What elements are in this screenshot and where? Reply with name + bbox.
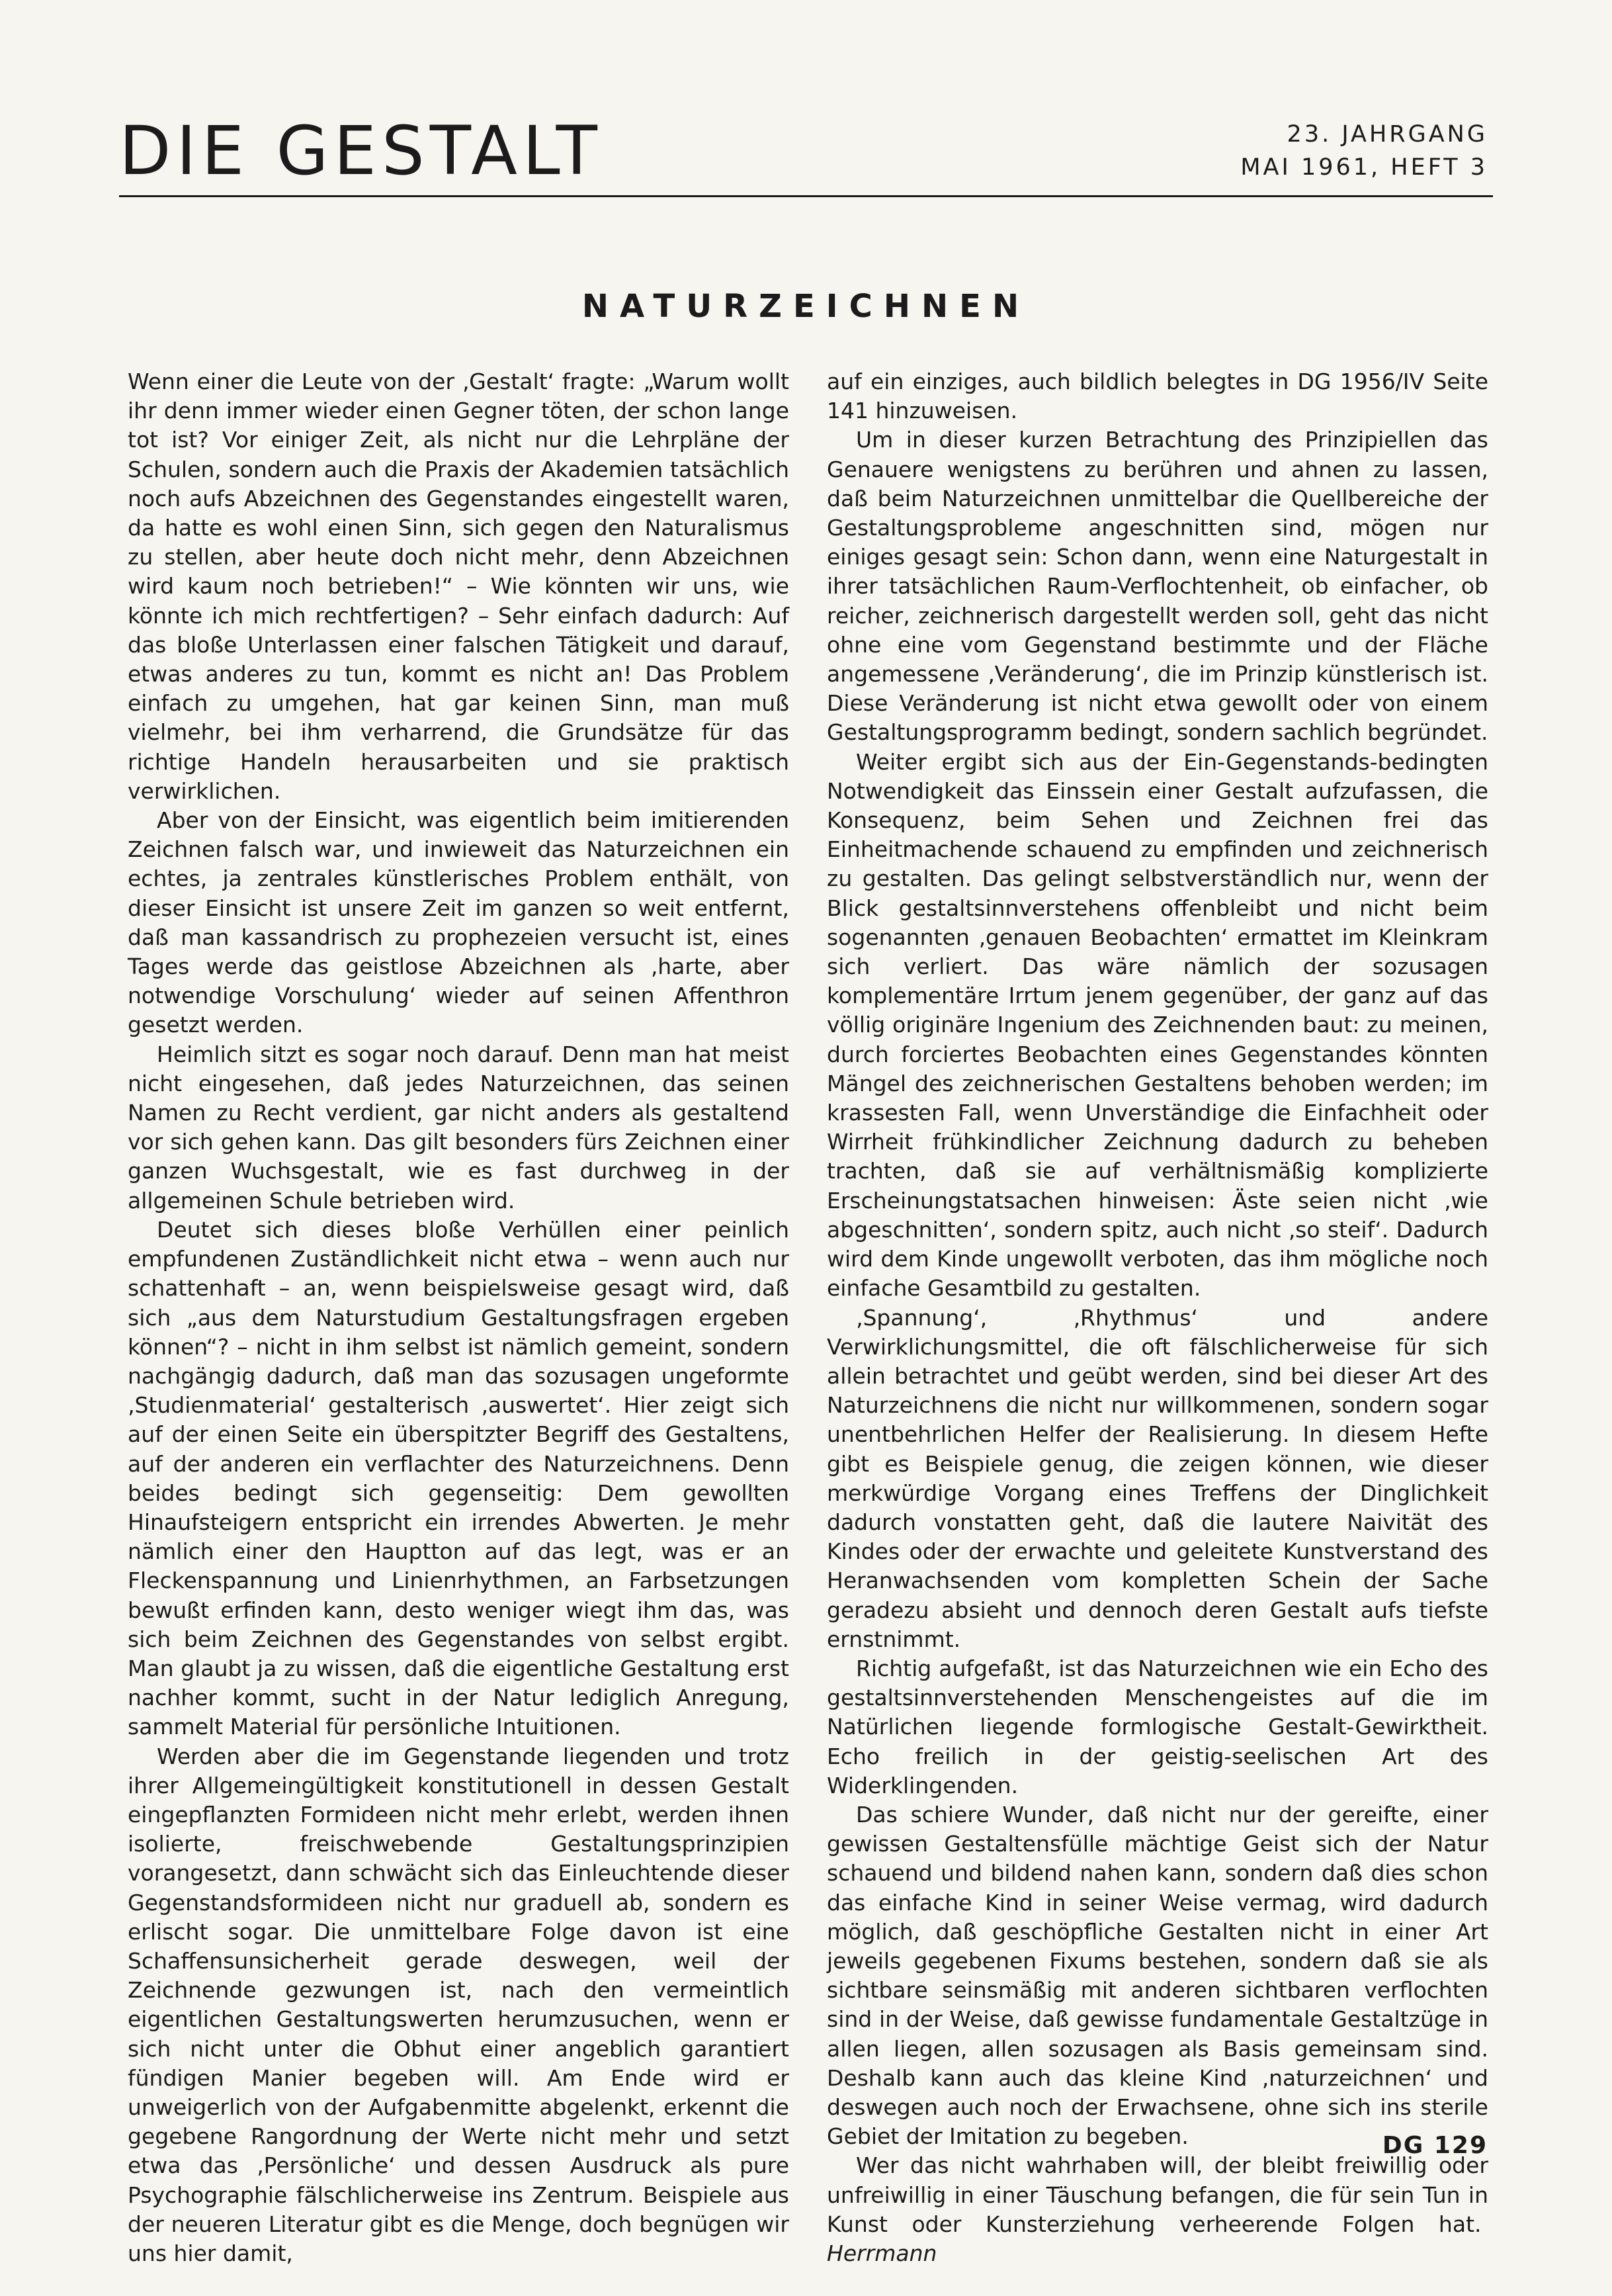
article-column-right [827,367,1488,2268]
issue-info [1240,118,1488,184]
author-signature: Herrmann [827,2240,937,2266]
magazine-title: DIE GESTALT [119,112,603,191]
paragraph: Um in dieser kurzen Betrachtung des Prinzipiellen das Genauere wenigstens zu berühren und ahnen zu lassen, daß beim Naturzeichnen unmittelbar die Quellbereiche der Gestaltungsprobleme angeschnitten sind, mögen nur einiges gesagt sein: Schon dann, wenn eine Naturgestalt in ihrer tatsächlichen Raum-Verflochtenheit, ob einfacher, ob reicher, zeichnerisch dargestellt werden soll, geht das nicht ohne eine vom Gegenstand bestimmte und der Fläche angemessene ‚Veränderung‘, die im Prinzip künstlerisch ist. Diese Veränderung ist nicht etwa gewollt oder von einem Gestaltungsprogramm bedingt, sondern sachlich begründet. [827,427,1488,746]
article-column-left [128,367,789,2268]
paragraph: Weiter ergibt sich aus der Ein-Gegenstands-bedingten Notwendigkeit das Einssein einer Gestalt aufzufassen, die Konsequenz, beim Sehen und Zeichnen frei das Einheitmachende schauend zu empfinden und zeichnerisch zu gestalten. Das gelingt selbstverständlich nur, wenn der Blick gestaltsinnverstehens offenbleibt und nicht beim sogenannten ‚genauen Beobachten‘ ermattet im Kleinkram sich verliert. Das wäre nämlich der sozusagen komplementäre Irrtum jenem gegenüber, der ganz auf das völlig originäre Ingenium des Zeichnenden baut: zu meinen, durch forciertes Beobachten eines Gegenstandes könnten Mängel des zeichnerischen Gestaltens behoben werden; im krassesten Fall, wenn Unverständige die Einfachheit oder Wirrheit frühkindlicher Zeichnung dadurch zu beheben trachten, daß sie auf verhältnismäßig komplizierte Erscheinungstatsachen hinweisen: Äste seien nicht ‚wie abgeschnitten‘, sondern spitz, auch nicht ‚so steif‘. Dadurch wird dem Kinde ungewollt verboten, das ihm mögliche noch einfache Gesamtbild zu gestalten. [827,748,1488,1302]
paragraph: Das schiere Wunder, daß nicht nur der gereifte, einer gewissen Gestaltensfülle mächtige Geist sich der Natur schauend und bildend nahen kann, sondern daß dies schon das einfache Kind in seiner Weise vermag, wird dadurch möglich, daß geschöpfliche Gestalten nicht in einer Art jeweils gegebenen Fixums bestehen, sondern daß sie als sichtbare seinsmäßig mit anderen sichtbaren verflochten sind in der Weise, daß gewisse fundamentale Gestaltzüge in allen liegen, allen sozusagen als Basis gemeinsam sind. Deshalb kann auch das kleine Kind ‚naturzeichnen‘ und deswegen auch noch der Erwachsene, ohne sich ins sterile Gebiet der Imitation zu begeben. [827,1801,1488,2150]
paragraph: Aber von der Einsicht, was eigentlich beim imitierenden Zeichnen falsch war, und inwieweit das Naturzeichnen ein echtes, ja zentrales künstlerisches Problem enthält, von dieser Einsicht ist unsere Zeit im ganzen so weit entfernt, daß man kassandrisch zu prophezeien versucht ist, eines Tages werde das geistlose Abzeichnen als ‚harte, aber notwendige Vorschulung‘ wieder auf seinen Affenthron gesetzt werden. [128,807,789,1038]
issue-date: MAI 1961, HEFT 3 [1240,154,1488,181]
masthead-rule [119,195,1493,197]
paragraph: Richtig aufgefaßt, ist das Naturzeichnen wie ein Echo des gestaltsinnverstehenden Menschengeistes auf die im Natürlichen liegende formlogische Gestalt-Gewirktheit. Echo freilich in der geistig-seelischen Art des Widerklingenden. [827,1655,1488,1798]
final-paragraph [827,2151,1488,2268]
paragraph: Heimlich sitzt es sogar noch darauf. Denn man hat meist nicht eingesehen, daß jedes Naturzeichnen, das seinen Namen zu Recht verdient, gar nicht anders als gestaltend vor sich gehen kann. Das gilt besonders fürs Zeichnen einer ganzen Wuchsgestalt, wie es fast durchweg in der allgemeinen Schule betrieben wird. [128,1041,789,1214]
page-number: DG 129 [1382,2132,1488,2159]
paragraph: Deutet sich dieses bloße Verhüllen einer peinlich empfundenen Zuständlichkeit nicht etwa – wenn auch nur schattenhaft – an, wenn beispielsweise gesagt wird, daß sich „aus dem Naturstudium Gestaltungsfragen ergeben können“? – nicht in ihm selbst ist nämlich gemeint, sondern nachgängig dadurch, daß man das sozusagen ungeformte ‚Studienmaterial‘ gestalterisch ‚auswertet‘. Hier zeigt sich auf der einen Seite ein überspitzter Begriff des Gestaltens, auf der anderen ein verflachter des Naturzeichnens. Denn beides bedingt sich gegenseitig: Dem gewollten Hinaufsteigern entspricht ein irrendes Abwerten. Je mehr nämlich einer den Hauptton auf das legt, was er an Fleckenspannung und Linienrhythmen, an Farbsetzungen bewußt erfinden kann, desto weniger wiegt ihm das, was sich beim Zeichnen des Gegenstandes von selbst ergibt. Man glaubt ja zu wissen, daß die eigentliche Gestaltung erst nachher kommt, sucht in der Natur lediglich Anregung, sammelt Material für persönliche Intuitionen. [128,1216,789,1740]
issue-volume: 23. JAHRGANG [1287,121,1488,148]
article-headline: NATURZEICHNEN [581,288,1031,325]
paragraph-text: Wer das nicht wahrhaben will, der bleibt freiwillig oder unfreiwillig in einer Täuschung befangen, die für sein Tun in Kunst oder Kunsterziehung verheerende Folgen hat. [827,2152,1488,2237]
paragraph: Wenn einer die Leute von der ‚Gestalt‘ fragte: „Warum wollt ihr denn immer wieder einen Gegner töten, der schon lange tot ist? Vor einiger Zeit, als nicht nur die Lehrpläne der Schulen, sondern auch die Praxis der Akademien tatsächlich noch aufs Abzeichnen des Gegenstandes eingestellt waren, da hatte es wohl einen Sinn, sich gegen den Naturalismus zu stellen, aber heute doch nicht mehr, denn Abzeichnen wird kaum noch betrieben!“ – Wie könnten wir uns, wie könnte ich mich rechtfertigen? – Sehr einfach dadurch: Auf das bloße Unterlassen einer falschen Tätigkeit und darauf, etwas anderes zu tun, kommt es nicht an! Das Problem einfach zu umgehen, hat gar keinen Sinn, man muß vielmehr, bei ihm verharrend, die Grundsätze für das richtige Handeln herausarbeiten und sie praktisch verwirklichen. [128,369,789,804]
paragraph: auf ein einziges, auch bildlich belegtes in DG 1956/IV Seite 141 hinzuweisen. [827,369,1488,424]
paragraph: ‚Spannung‘, ‚Rhythmus‘ und andere Verwirklichungsmittel, die oft fälschlicherweise für sich allein betrachtet und geübt werden, sind bei dieser Art des Naturzeichnens die nicht nur willkommenen, sondern sogar unentbehrlichen Helfer der Realisierung. In diesem Hefte gibt es Beispiele genug, die zeigen können, wie dieser merkwürdige Vorgang eines Treffens der Dinglichkeit dadurch vonstatten geht, daß die lautere Naivität des Kindes oder der erwachte und geleitete Kunstverstand des Heranwachsenden vom kompletten Schein der Sache geradezu absieht und dennoch deren Gestalt aufs tiefste ernstnimmt. [827,1304,1488,1652]
paragraph: Werden aber die im Gegenstande liegenden und trotz ihrer Allgemeingültigkeit konstitutionell in dessen Gestalt eingepflanzten Formideen nicht mehr erlebt, werden ihnen isolierte, freischwebende Gestaltungsprinzipien vorangesetzt, dann schwächt sich das Einleuchtende dieser Gegenstandsformideen nicht nur graduell ab, sondern es erlischt sogar. Die unmittelbare Folge davon ist eine Schaffensunsicherheit gerade deswegen, weil der Zeichnende gezwungen ist, nach den vermeintlich eigentlichen Gestaltungswerten herumzusuchen, wenn er sich nicht unter die Obhut einer angeblich garantiert fündigen Manier begeben will. Am Ende wird er unweigerlich von der Aufgabenmitte abgelenkt, erkennt die gegebene Rangordnung der Werte nicht mehr und setzt etwa das ‚Persönliche‘ und dessen Ausdruck als pure Psychographie fälschlicherweise ins Zentrum. Beispiele aus der neueren Literatur gibt es die Menge, doch begnügen wir uns hier damit, [128,1743,789,2266]
